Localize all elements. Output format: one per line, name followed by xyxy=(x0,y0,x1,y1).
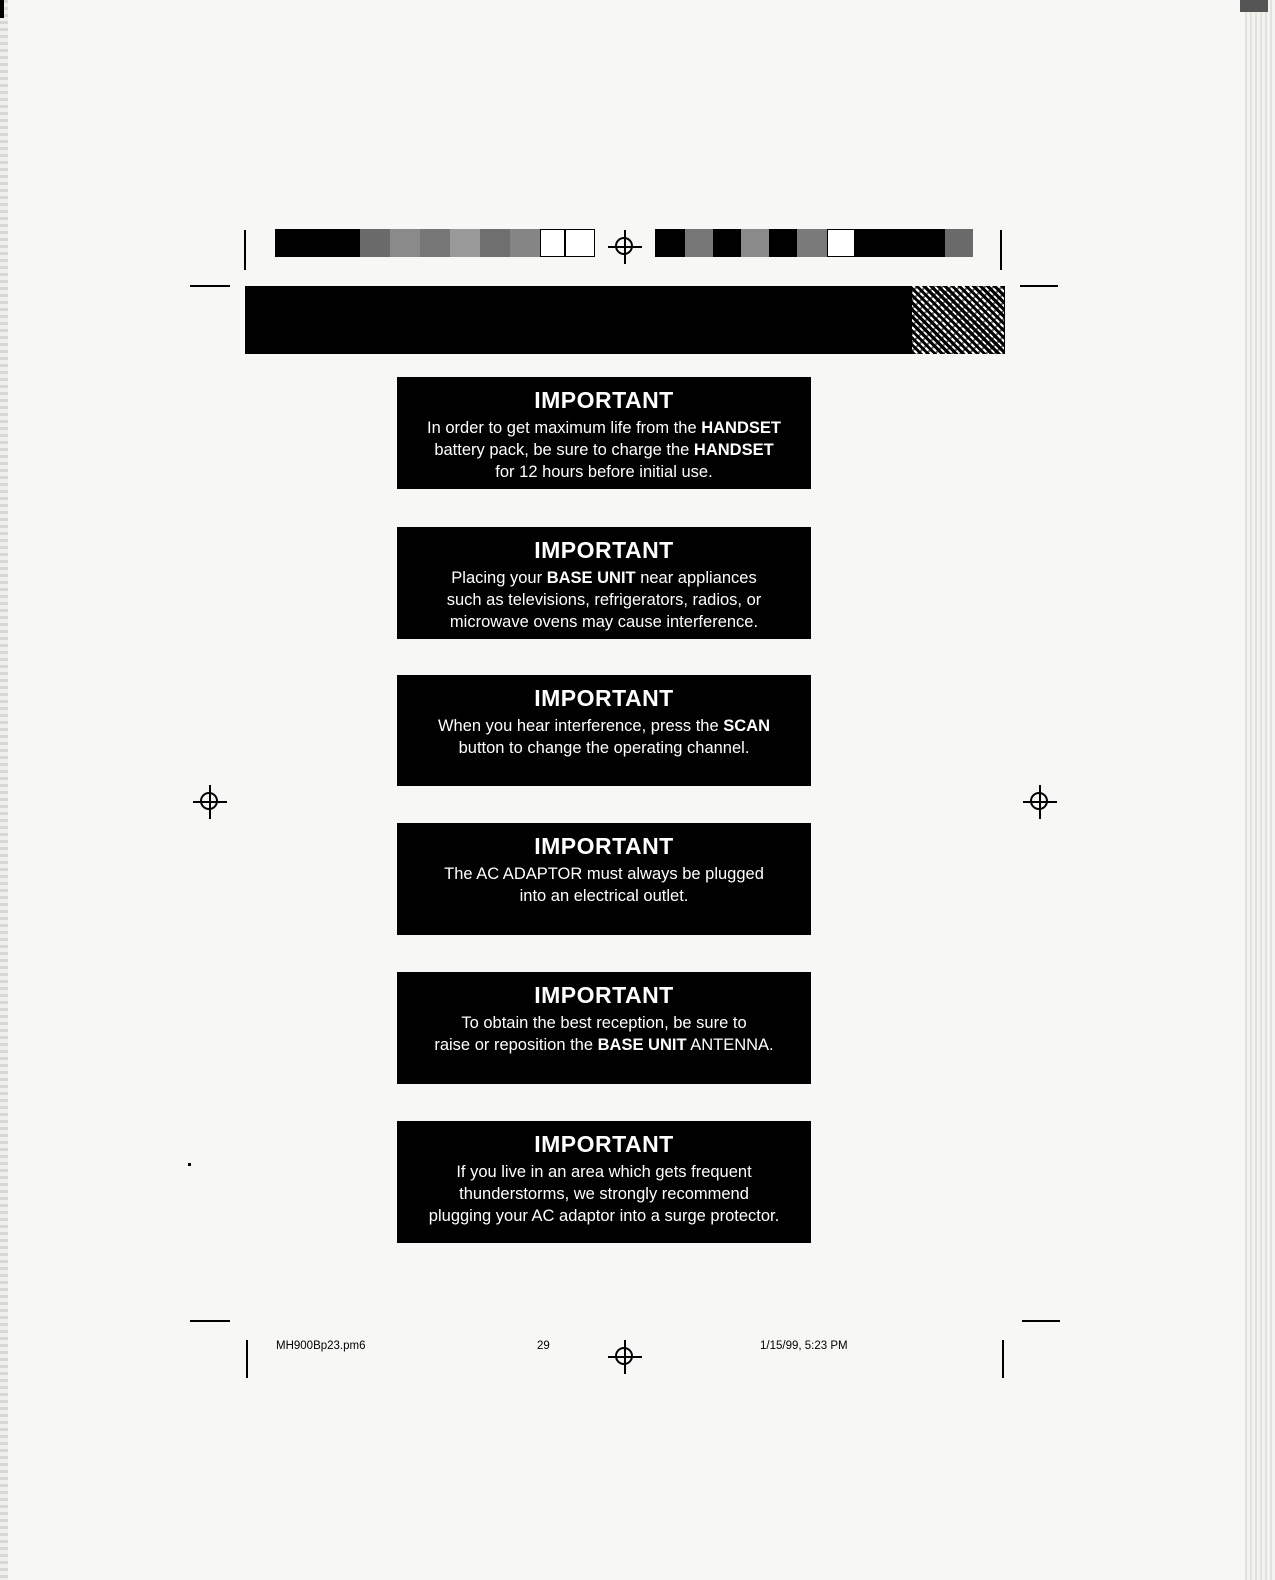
scan-edge-right xyxy=(1245,0,1275,1580)
crop-mark xyxy=(190,1320,230,1322)
important-notice xyxy=(397,823,811,935)
crop-mark xyxy=(1022,1320,1060,1322)
notice-heading: IMPORTANT xyxy=(534,537,674,563)
footer-timestamp: 1/15/99, 5:23 PM xyxy=(760,1340,848,1352)
footer-page-number: 29 xyxy=(537,1340,550,1352)
crop-mark xyxy=(190,285,230,287)
header-band xyxy=(245,286,1005,354)
notice-heading: IMPORTANT xyxy=(534,387,674,413)
important-notice xyxy=(397,972,811,1084)
registration-mark-icon xyxy=(608,230,642,264)
crop-mark xyxy=(246,1340,248,1378)
notice-heading: IMPORTANT xyxy=(534,982,674,1008)
scan-mark xyxy=(1240,0,1268,12)
crop-mark xyxy=(1020,285,1058,287)
notice-heading: IMPORTANT xyxy=(534,685,674,711)
registration-mark-icon xyxy=(608,1340,642,1374)
notice-heading: IMPORTANT xyxy=(534,1131,674,1157)
crop-mark xyxy=(244,230,246,270)
important-notice xyxy=(397,675,811,786)
notice-body: To obtain the best reception, be sure to raise or reposition the BASE UNIT ANTENNA. xyxy=(434,1014,774,1054)
scan-edge-left xyxy=(0,0,8,1580)
important-notice xyxy=(397,1121,811,1243)
important-notice xyxy=(397,377,811,489)
important-notice xyxy=(397,527,811,639)
header-halftone xyxy=(912,286,1004,354)
footer-filename: MH900Bp23.pm6 xyxy=(276,1340,366,1352)
notice-body: Placing your BASE UNIT near appliances such as televisions, refrigerators, radios, or microwave ovens may cause interference. xyxy=(446,569,762,631)
notice-heading: IMPORTANT xyxy=(534,833,674,859)
notice-body: When you hear interference, press the SCAN button to change the operating channel. xyxy=(437,717,770,757)
notice-body: The AC ADAPTOR must always be plugged into an electrical outlet. xyxy=(444,865,764,905)
scan-mark xyxy=(0,0,4,18)
crop-mark xyxy=(1002,1340,1004,1378)
scan-mark xyxy=(188,1163,191,1166)
color-bar-right xyxy=(655,229,973,257)
registration-mark-icon xyxy=(193,785,227,819)
notice-body: In order to get maximum life from the HANDSET battery pack, be sure to charge the HANDSET for 12 hours before initial use. xyxy=(427,419,781,481)
notice-body: If you live in an area which gets frequent thunderstorms, we strongly recommend plugging your AC adaptor into a surge protector. xyxy=(428,1163,780,1225)
crop-mark xyxy=(1000,230,1002,270)
color-bar-left xyxy=(275,229,595,257)
registration-mark-icon xyxy=(1023,785,1057,819)
